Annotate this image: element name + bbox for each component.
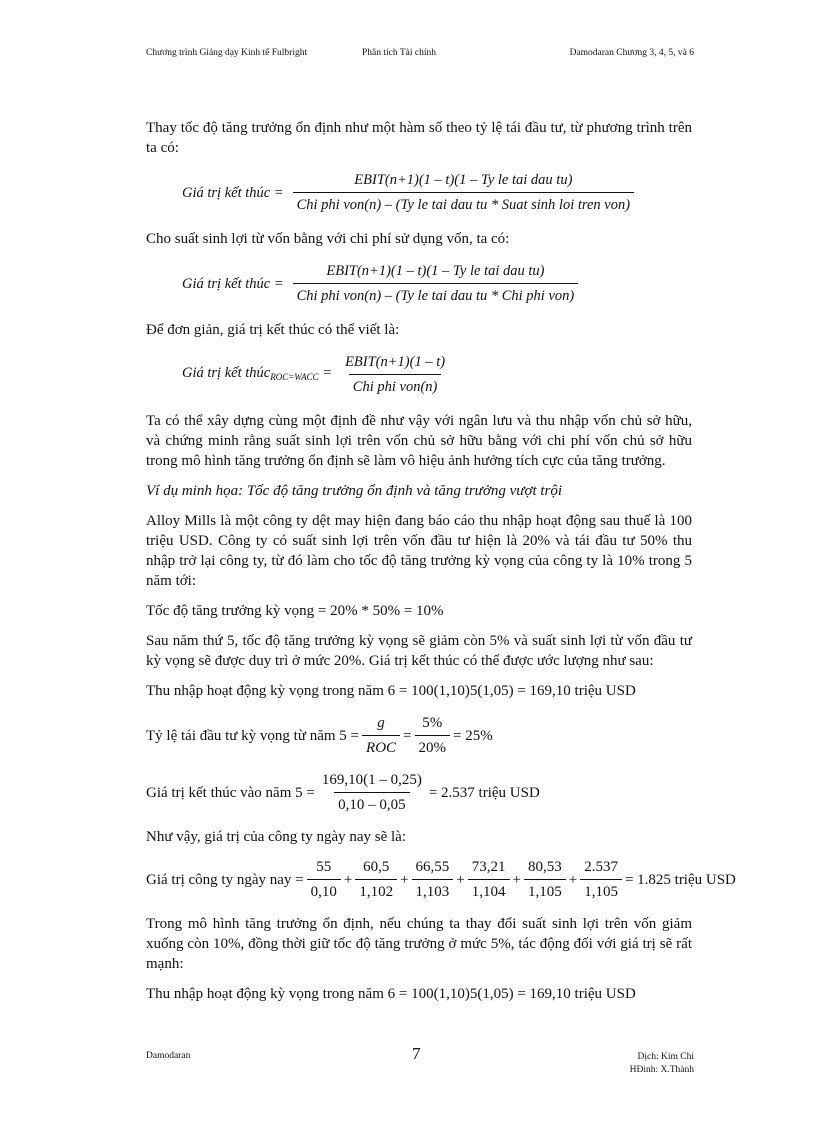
term-4-den: 1,104 [468,879,510,902]
term-1-den: 0,10 [307,879,341,902]
calc-line-1: Thu nhập hoạt động kỳ vọng trong năm 6 = 100(1,10)5(1,05) = 169,10 triệu USD [146,683,636,699]
calc-line-2-f2-num: 5% [422,715,443,731]
calc-line-2-equals: = [403,727,412,744]
paragraph-7: Sau năm thứ 5, tốc độ tăng trưởng kỳ vọng sẽ giảm còn 5% và suất sinh lợi từ vốn đầu tư kỳ vọng sẽ được duy trì ở mức 20%. Giá trị kết thúc có thể được ước lượng như sau: [146,633,692,669]
header-right: Damodaran Chương 3, 4, 5, và 6 [569,48,694,58]
equation-1 [146,170,692,215]
calc-line-2-fraction-2 [415,713,451,758]
equation-2-lhs: Giá trị kết thúc = [182,275,284,292]
equation-3-lhs [182,363,332,387]
term-3 [412,857,454,902]
term-1 [307,857,341,902]
equation-2-fraction [293,261,579,306]
footer-translator: Dịch: Kim Chi [637,1052,694,1062]
paragraph-8: Như vậy, giá trị của công ty ngày nay sẽ là: [146,829,406,845]
term-6-den: 1,105 [580,879,622,902]
paragraph-6: Tốc độ tăng trưởng kỳ vọng = 20% * 50% = 10% [146,603,444,619]
term-4-num: 73,21 [471,859,506,875]
term-5-num: 80,53 [527,859,562,875]
calc-line-3 [146,770,692,815]
term-1-num: 55 [316,859,332,875]
page-number: 7 [412,1044,421,1063]
term-5 [524,857,566,902]
calc-line-4: Giá trị công ty ngày nay = $\frac{55}{0,10}$ + $\frac{60,5}{1,102}$ + $\frac{66,55}{1,103}$ + $\frac{73,21}{1,104}$ + $\frac{80,53}{1,105}$ + $\frac{2.537}{1,105}$ = 1.825 triệu USD [146,859,736,900]
calc-line-3-rhs: = 2.537 triệu USD [428,784,540,801]
term-2-num: 60,5 [363,859,390,875]
equation-1-fraction [293,170,634,215]
footer-left: Damodaran [146,1051,191,1061]
calc-line-4-lhs: Giá trị công ty ngày nay = [146,871,304,888]
paragraph-2: Cho suất sinh lợi từ vốn bằng với chi phí sử dụng vốn, ta có: [146,231,510,247]
paragraph-3: Để đơn giản, giá trị kết thúc có thể viết là: [146,322,400,338]
calc-line-2-rhs: = 25% [453,727,493,744]
term-3-num: 66,55 [415,859,450,875]
calc-line-3-fraction [318,770,426,815]
equation-3-numerator: EBIT(n+1)(1 – t) [345,354,446,370]
term-4 [468,857,510,902]
paragraph-1: Thay tốc độ tăng trưởng ổn định như một hàm số theo tỷ lệ tái đầu tư, từ phương trình trên ta có: [146,120,692,156]
equation-1-denominator: Chi phi von(n) – (Ty le tai dau tu * Suat sinh loi tren von) [293,192,634,215]
calc-line-4-rhs: = 1.825 triệu USD [624,871,736,888]
paragraph-9: Trong mô hình tăng trưởng ổn định, nếu chúng ta thay đổi suất sinh lợi trên vốn giảm xuống còn 10%, đồng thời giữ tốc độ tăng trưởng ở mức 5%, tác động đối với giá trị sẽ rất mạnh: [146,916,692,972]
calc-line-2-f1-den: ROC [362,735,400,758]
page-body [146,118,736,1016]
term-6-num: 2.537 [584,859,618,875]
term-3-den: 1,103 [412,879,454,902]
term-6 [580,857,622,902]
equation-3-label: Giá trị kết thúc [182,364,271,381]
equation-3-equals: = [322,364,333,381]
equation-2-denominator: Chi phi von(n) – (Ty le tai dau tu * Chi phi von) [293,283,579,306]
term-2-den: 1,102 [355,879,397,902]
calc-line-2-f2-den: 20% [415,735,451,758]
paragraph-5: Alloy Mills là một công ty dệt may hiện đang báo cáo thu nhập hoạt động sau thuế là 100 triệu USD. Công ty có suất sinh lợi trên vốn đầu tư hiện là 20% và tái đầu tư 50% thu nhập trở lại công ty, từ đó làm cho tốc độ tăng trưởng kỳ vọng của công ty là 10% trong 5 năm tới: [146,513,692,589]
calc-line-2-f1-num: g [377,715,385,731]
term-2 [355,857,397,902]
example-title: Ví dụ minh họa: Tốc độ tăng trưởng ổn định và tăng trưởng vượt trội [146,483,563,499]
equation-2-numerator: EBIT(n+1)(1 – t)(1 – Ty le tai dau tu) [326,263,545,279]
equation-1-numerator: EBIT(n+1)(1 – t)(1 – Ty le tai dau tu) [354,172,573,188]
header-left: Chương trình Giảng dạy Kinh tế Fulbright [146,48,308,58]
equation-3 [146,352,692,397]
calc-line-2-fraction-1 [362,713,400,758]
calc-line-2 [146,713,692,758]
calc-line-2-lhs: Tỷ lệ tái đầu tư kỳ vọng từ năm 5 = [146,727,360,744]
calc-line-5: Thu nhập hoạt động kỳ vọng trong năm 6 = 100(1,10)5(1,05) = 169,10 triệu USD [146,986,636,1002]
footer-right [630,1051,694,1077]
term-5-den: 1,105 [524,879,566,902]
calc-line-3-lhs: Giá trị kết thúc vào năm 5 = [146,784,315,801]
paragraph-4: Ta có thể xây dựng cùng một định đề như vậy với ngân lưu và thu nhập vốn chủ sở hữu, và chứng minh rằng suất sinh lợi trên vốn chủ sở hữu bằng với chi phí vốn chủ sở hữu trong mô hình tăng trưởng ổn định sẽ làm vô hiệu ảnh hưởng tích cực của tăng trưởng. [146,413,692,469]
calc-line-3-num: 169,10(1 – 0,25) [321,772,422,788]
equation-3-subscript: ROC=WACC [270,371,319,382]
equation-2 [146,261,692,306]
equation-3-fraction [341,352,449,397]
footer-editor: HĐinh: X.Thành [629,1065,694,1075]
calc-line-3-den: 0,10 – 0,05 [334,792,410,815]
equation-1-lhs: Giá trị kết thúc = [182,184,284,201]
header-center: Phân tích Tài chính [362,48,436,58]
equation-3-denominator: Chi phi von(n) [349,374,442,397]
